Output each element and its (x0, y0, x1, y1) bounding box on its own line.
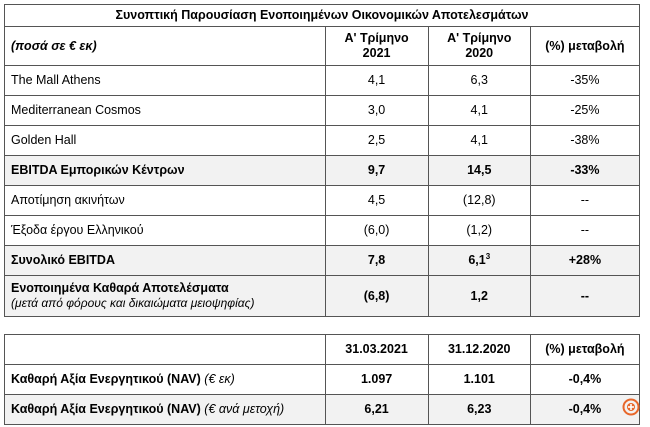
value-2021: 9,7 (325, 156, 428, 186)
table-row (5, 96, 640, 126)
row-label: EBITDA Εμπορικών Κέντρων (5, 156, 326, 186)
table-row (5, 365, 640, 395)
value-2021: 7,8 (325, 246, 428, 276)
value-2020: 4,1 (428, 96, 530, 126)
col-date-2020: 31.12.2020 (428, 335, 530, 365)
value-change: -0,4% (530, 395, 639, 425)
header-row (5, 27, 640, 66)
units-label: (ποσά σε € εκ) (5, 27, 326, 66)
value-2020: (12,8) (428, 186, 530, 216)
nav-header-blank (5, 335, 326, 365)
value-2021: 4,5 (325, 186, 428, 216)
table-row (5, 66, 640, 96)
value-2020: 6,3 (428, 66, 530, 96)
row-label: Έξοδα έργου Ελληνικού (5, 216, 326, 246)
site-logo-icon (622, 398, 640, 416)
value-2020: $6,1^3$ (428, 246, 530, 276)
nav-header-row (5, 335, 640, 365)
row-label: Mediterranean Cosmos (5, 96, 326, 126)
value-2020: (1,2) (428, 216, 530, 246)
value-change: -- (530, 186, 639, 216)
row-label: Καθαρή Αξία Ενεργητικού (NAV) (€ εκ) (5, 365, 326, 395)
row-label: Συνολικό EBITDA (5, 246, 326, 276)
value-change: -- (530, 276, 639, 317)
value-change: -33% (530, 156, 639, 186)
value-change: -0,4% (530, 365, 639, 395)
table-row (5, 126, 640, 156)
nav-table (4, 334, 640, 425)
table-row-net-results (5, 276, 640, 317)
table-row-subtotal (5, 156, 640, 186)
table-row-total (5, 246, 640, 276)
col-change: (%) μεταβολή (530, 335, 639, 365)
row-label: Golden Hall (5, 126, 326, 156)
col-change: (%) μεταβολή (530, 27, 639, 66)
value-change: -25% (530, 96, 639, 126)
table-title-row (5, 5, 640, 27)
value-2021: 3,0 (325, 96, 428, 126)
value-2020: 14,5 (428, 156, 530, 186)
col-q1-2020: Α' Τρίμηνο 2020 (428, 27, 530, 66)
row-label: Ενοποιημένα Καθαρά Αποτελέσματα (μετά από φόρους και δικαιώματα μειοψηφίας) (5, 276, 326, 317)
table-row (5, 216, 640, 246)
value-change: -- (530, 216, 639, 246)
results-table (4, 4, 640, 317)
footnote-marker: 3 (485, 251, 491, 261)
value-2020: 1,2 (428, 276, 530, 317)
value-2021: (6,8) (325, 276, 428, 317)
value-2020: 6,23 (428, 395, 530, 425)
table-title: Συνοπτική Παρουσίαση Ενοποιημένων Οικονομικών Αποτελεσμάτων (5, 5, 640, 27)
value-2020: 1.101 (428, 365, 530, 395)
value-2020: 4,1 (428, 126, 530, 156)
value-change: -35% (530, 66, 639, 96)
value-2021: 1.097 (325, 365, 428, 395)
row-label: Καθαρή Αξία Ενεργητικού (NAV) (€ ανά μετοχή) (5, 395, 326, 425)
value-change: -38% (530, 126, 639, 156)
value-2021: (6,0) (325, 216, 428, 246)
row-label: Αποτίμηση ακινήτων (5, 186, 326, 216)
value-2021: 4,1 (325, 66, 428, 96)
col-q1-2021: Α' Τρίμηνο 2021 (325, 27, 428, 66)
value-2021: 2,5 (325, 126, 428, 156)
row-label: The Mall Athens (5, 66, 326, 96)
value-2021: 6,21 (325, 395, 428, 425)
table-row (5, 186, 640, 216)
table-row (5, 395, 640, 425)
value-change: +28% (530, 246, 639, 276)
col-date-2021: 31.03.2021 (325, 335, 428, 365)
